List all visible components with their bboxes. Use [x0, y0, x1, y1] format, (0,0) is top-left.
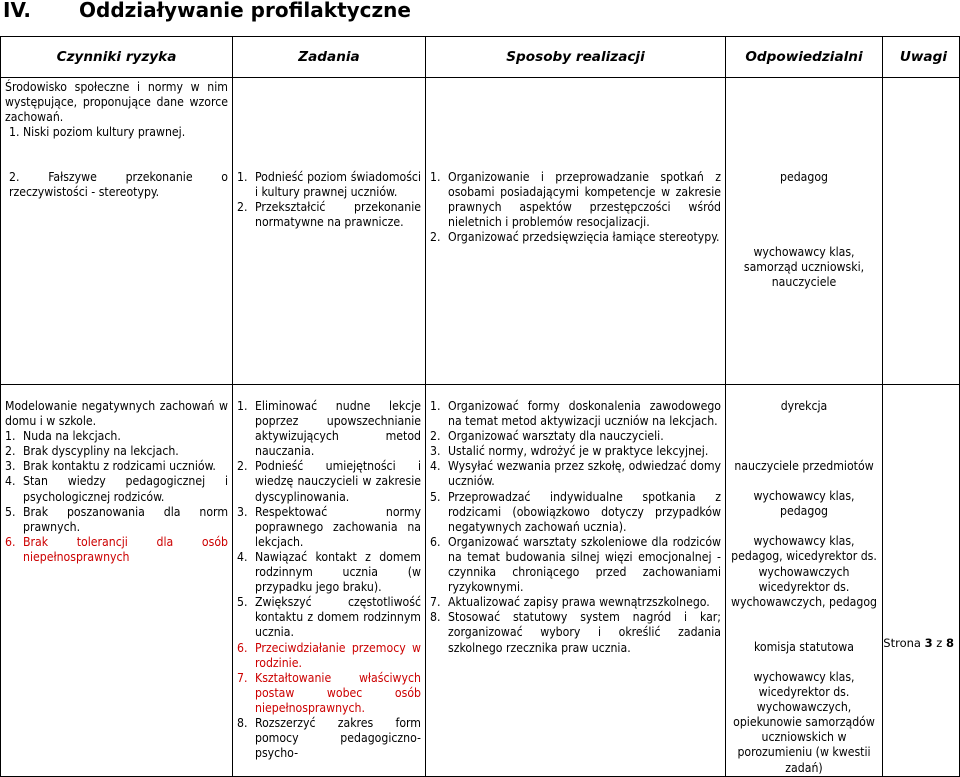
column-header-risk-factors: Czynniki ryzyka	[1, 37, 233, 78]
list-item: 1. Organizować formy doskonalenia zawodowego na temat metod aktywizacji uczniów na lekcjach.	[430, 399, 721, 429]
responsible-item: wicedyrektor ds. wychowawczych, pedagog	[730, 579, 878, 609]
page-label: Strona	[883, 636, 921, 650]
list-item: 2. Przekształcić przekonanie normatywne na prawnicze.	[237, 200, 421, 230]
list-item: 6. Organizować warsztaty szkoleniowe dla rodziców na temat budowania silnej więzi emocjonalnej - czynnika chroniącego przed zachowaniami ryzykownymi.	[430, 534, 721, 595]
section-title: Oddziaływanie profilaktyczne	[79, 0, 411, 22]
risk-factors-list	[5, 125, 228, 200]
list-item: 1. Podnieść poziom świadomości i kultury prawnej uczniów.	[237, 170, 421, 200]
responsible-item: wychowawcy klas, samorząd uczniowski, nauczyciele	[743, 245, 865, 290]
column-header-methods: Sposoby realizacji	[426, 37, 726, 78]
list-item: 8. Rozszerzyć zakres form pomocy pedagogiczno-psycho-	[237, 715, 421, 761]
tasks-cell	[233, 78, 426, 385]
responsible-cell	[726, 78, 883, 385]
list-item: 2. Fałszywe przekonanie o rzeczywistości - stereotypy.	[9, 170, 229, 200]
notes-cell	[883, 385, 960, 777]
total-pages: 8	[945, 636, 954, 650]
page-footer	[883, 636, 954, 650]
list-item: 2. Organizować warsztaty dla nauczycieli.	[430, 429, 664, 444]
section-number: IV.	[3, 0, 31, 22]
responsible-item: wychowawcy klas, wicedyrektor ds. wychowawczych, opiekunowie samorządów uczniowskich w porozumieniu (w kwestii zadań)	[733, 669, 875, 775]
list-item: 6. Przeciwdziałanie przemocy w rodzinie.	[237, 640, 421, 670]
methods-list	[430, 399, 721, 656]
risk-factors-cell	[1, 385, 233, 777]
responsible-item: nauczyciele przedmiotów	[734, 459, 874, 474]
tasks-cell	[233, 385, 426, 777]
risk-factors-intro: Modelowanie negatywnych zachowań w domu i w szkole.	[5, 399, 228, 429]
risk-factors-intro: Środowisko społeczne i normy w nim występujące, proponujące dane wzorce zachowań.	[5, 80, 228, 125]
methods-cell	[426, 78, 726, 385]
column-header-responsible: Odpowiedzialni	[726, 37, 883, 78]
responsible-item: wychowawcy klas, pedagog	[753, 489, 855, 519]
column-header-notes: Uwagi	[883, 37, 960, 78]
list-item: 3. Respektować normy poprawnego zachowania na lekcjach.	[237, 504, 421, 549]
responsible-item: pedagog	[779, 170, 829, 184]
list-item: 5. Zwiększyć częstotliwość kontaktu z domem rodzinnym ucznia.	[237, 595, 421, 640]
list-item: 1. Niski poziom kultury prawnej.	[9, 125, 186, 140]
current-page: 3	[924, 636, 933, 650]
methods-list	[430, 170, 721, 245]
table-row	[1, 385, 960, 777]
list-item: 2. Organizować przedsięwzięcia łamiące stereotypy.	[430, 230, 720, 245]
list-item: 1. Eliminować nudne lekcje poprzez upowszechnianie aktywizujących metod nauczania.	[237, 399, 421, 459]
responsible-cell	[726, 385, 883, 777]
list-item: 3. Brak kontaktu z rodzicami uczniów.	[5, 459, 216, 474]
list-item: 2. Podnieść umiejętności i wiedzę nauczycieli w zakresie dyscyplinowania.	[237, 459, 421, 504]
list-item: 4. Nawiązać kontakt z domem rodzinnym ucznia (w przypadku jego braku).	[237, 549, 421, 595]
list-item: 8. Stosować statutowy system nagród i kar; zorganizować wybory i określić zadania szkolnego rzecznika praw ucznia.	[430, 610, 721, 655]
plan-table	[0, 36, 960, 777]
responsible-item: dyrekcja	[780, 399, 828, 413]
section-heading	[0, 0, 960, 22]
list-item: 7. Kształtowanie właściwych postaw wobec osób niepełnosprawnych.	[237, 670, 421, 715]
column-header-tasks: Zadania	[233, 37, 426, 78]
list-item: 4. Wysyłać wezwania przez szkołę, odwiedzać domy uczniów.	[430, 459, 721, 489]
tasks-list	[237, 170, 421, 230]
list-item: 1. Organizowanie i przeprowadzanie spotkań z osobami posiadającymi kompetencje w zakresie prawnych aspektów przestępczości wśród nieletnich i problemów resocjalizacji.	[430, 170, 721, 230]
responsible-item: wychowawcy klas, pedagog, wicedyrektor ds. wychowawczych	[731, 534, 877, 579]
page-separator: z	[936, 636, 943, 650]
table-header-row	[1, 37, 960, 78]
risk-factors-cell	[1, 78, 233, 385]
list-item: 6. Brak tolerancji dla osób niepełnosprawnych	[5, 534, 228, 564]
list-item: 2. Brak dyscypliny na lekcjach.	[5, 444, 179, 459]
list-item: 5. Przeprowadzać indywidualne spotkania z rodzicami (obowiązkowo dotyczy przypadków negatywnych zachowań ucznia).	[430, 489, 721, 534]
risk-factors-list	[5, 429, 228, 565]
list-item: 1. Nuda na lekcjach.	[5, 429, 121, 444]
notes-cell	[883, 78, 960, 385]
list-item: 7. Aktualizować zapisy prawa wewnątrzszkolnego.	[430, 595, 710, 610]
table-row	[1, 78, 960, 385]
list-item: 3. Ustalić normy, wdrożyć je w praktyce lekcyjnej.	[430, 444, 709, 459]
list-item: 5. Brak poszanowania dla norm prawnych.	[5, 504, 228, 534]
list-item: 4. Stan wiedzy pedagogicznej i psychologicznej rodziców.	[5, 474, 228, 504]
responsible-item: komisja statutowa	[754, 639, 854, 654]
methods-cell	[426, 385, 726, 777]
tasks-list	[237, 399, 421, 761]
